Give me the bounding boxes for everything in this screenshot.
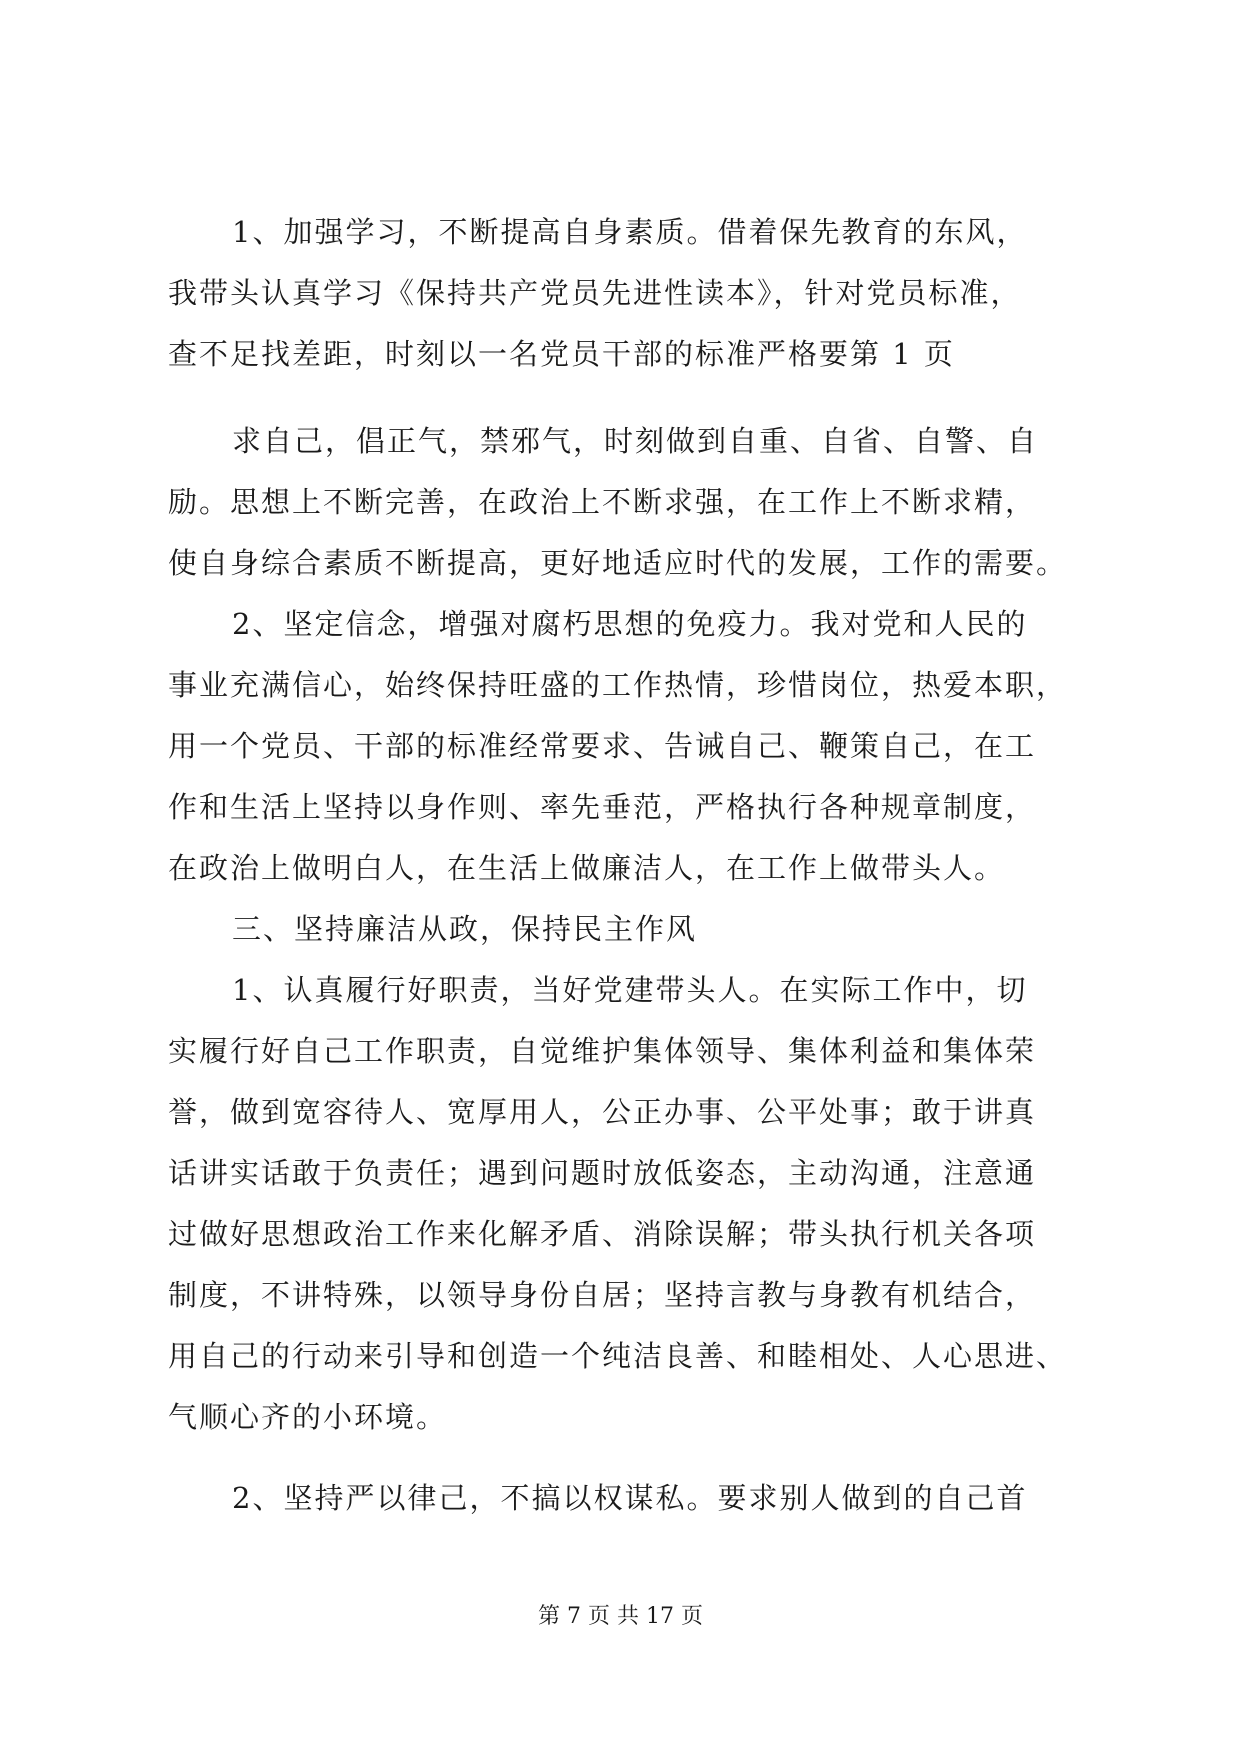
paragraph-line: 作和生活上坚持以身作则、率先垂范，严格执行各种规章制度， (168, 790, 1037, 824)
paragraph-line: 过做好思想政治工作来化解矛盾、消除误解；带头执行机关各项 (168, 1217, 1037, 1251)
paragraph-line: 2、坚持严以律己，不搞以权谋私。要求别人做到的自己首 (232, 1481, 1028, 1515)
paragraph-line: 事业充满信心，始终保持旺盛的工作热情，珍惜岗位，热爱本职， (168, 668, 1068, 702)
paragraph-line: 制度，不讲特殊，以领导身份自居；坚持言教与身教有机结合， (168, 1278, 1037, 1312)
paragraph-line: 用一个党员、干部的标准经常要求、告诫自己、鞭策自己，在工 (168, 729, 1037, 763)
paragraph-line: 励。思想上不断完善，在政治上不断求强，在工作上不断求精， (168, 485, 1037, 519)
section-heading: 三、坚持廉洁从政，保持民主作风 (232, 912, 698, 946)
paragraph-line: 气顺心齐的小环境。 (168, 1400, 448, 1434)
paragraph-line: 1、加强学习，不断提高自身素质。借着保先教育的东风， (232, 215, 1028, 249)
paragraph-line: 誉，做到宽容待人、宽厚用人，公正办事、公平处事；敢于讲真 (168, 1095, 1037, 1129)
page-footer: 第 7 页 共 17 页 (538, 1604, 703, 1629)
paragraph-line: 1、认真履行好职责，当好党建带头人。在实际工作中，切 (232, 973, 1028, 1007)
paragraph-line: 求自己，倡正气，禁邪气，时刻做到自重、自省、自警、自 (232, 424, 1039, 458)
paragraph-line: 使自身综合素质不断提高，更好地适应时代的发展，工作的需要。 (168, 546, 1068, 580)
paragraph-line: 查不足找差距，时刻以一名党员干部的标准严格要第 1 页 (168, 337, 955, 371)
paragraph-line: 在政治上做明白人，在生活上做廉洁人，在工作上做带头人。 (168, 851, 1006, 885)
paragraph-line: 我带头认真学习《保持共产党员先进性读本》，针对党员标准， (168, 276, 1022, 310)
paragraph-line: 用自己的行动来引导和创造一个纯洁良善、和睦相处、人心思进、 (168, 1339, 1068, 1373)
paragraph-line: 实履行好自己工作职责，自觉维护集体领导、集体利益和集体荣 (168, 1034, 1037, 1068)
paragraph-line: 话讲实话敢于负责任；遇到问题时放低姿态，主动沟通，注意通 (168, 1156, 1037, 1190)
paragraph-line: 2、坚定信念，增强对腐朽思想的免疫力。我对党和人民的 (232, 607, 1028, 641)
